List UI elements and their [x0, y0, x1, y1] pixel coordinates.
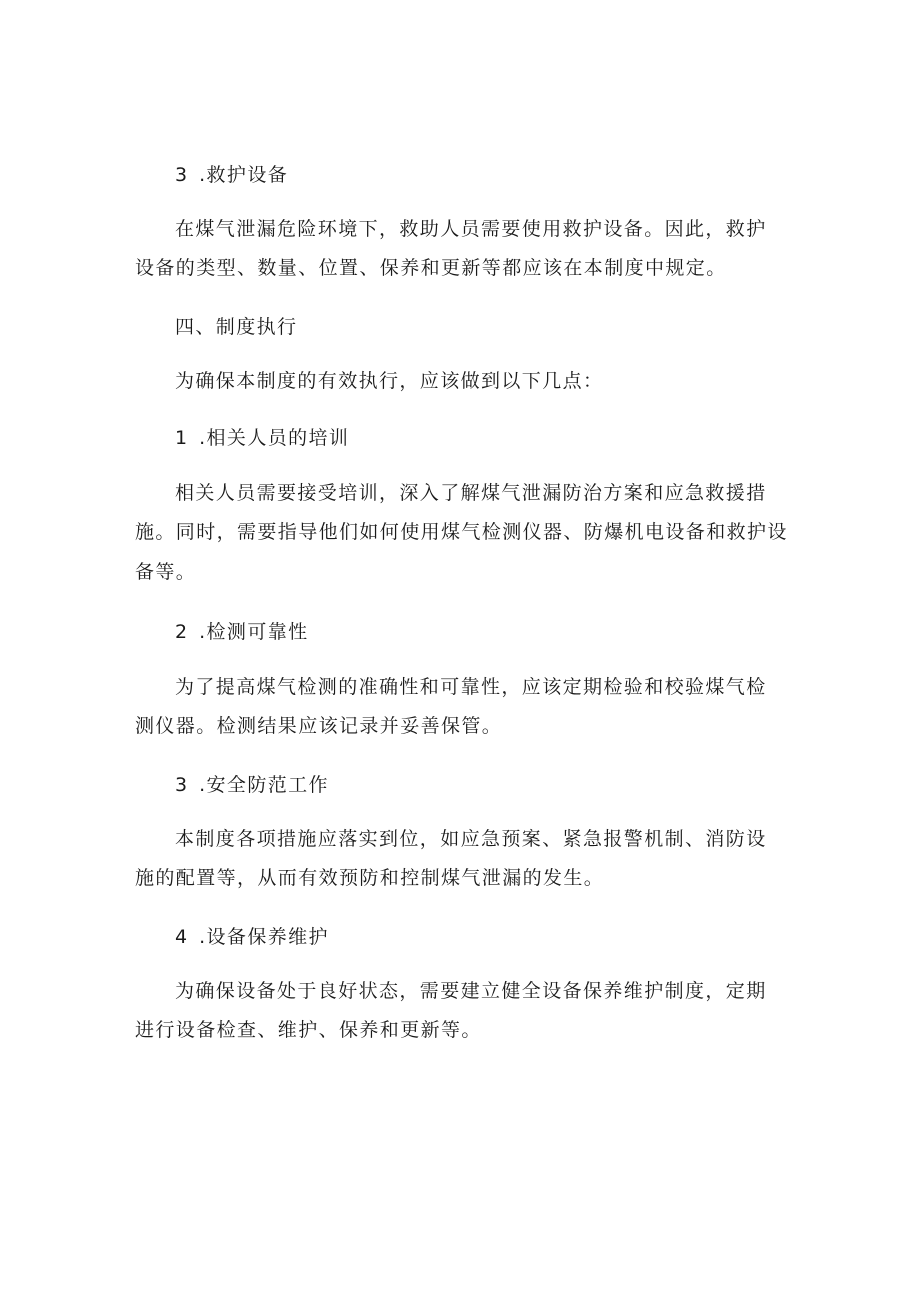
paragraph-detection-line-1: 为了提高煤气检测的准确性和可靠性，应该定期检验和校验煤气检 — [175, 676, 767, 698]
section-number: 2 — [175, 621, 188, 643]
section-title: .救护设备 — [199, 164, 289, 186]
paragraph-training-line-2: 施。同时，需要指导他们如何使用煤气检测仪器、防爆机电设备和救护设 — [135, 521, 788, 543]
paragraph-safety-line-1: 本制度各项措施应落实到位，如应急预案、紧急报警机制、消防设 — [175, 828, 767, 850]
paragraph-detection-line-2: 测仪器。检测结果应该记录并妥善保管。 — [135, 715, 503, 737]
section-heading-training — [175, 426, 349, 450]
section-number: 3 — [175, 774, 188, 796]
section-title: .安全防范工作 — [199, 774, 329, 796]
paragraph-intro: 为确保本制度的有效执行，应该做到以下几点： — [175, 370, 604, 392]
paragraph-maintenance-line-2: 进行设备检查、维护、保养和更新等。 — [135, 1019, 482, 1041]
section-number: 1 — [175, 427, 188, 449]
section-title: .检测可靠性 — [199, 621, 309, 643]
paragraph-rescue-line-2: 设备的类型、数量、位置、保养和更新等都应该在本制度中规定。 — [135, 257, 727, 279]
paragraph-maintenance-line-1: 为确保设备处于良好状态，需要建立健全设备保养维护制度，定期 — [175, 980, 767, 1002]
paragraph-rescue-line-1: 在煤气泄漏危险环境下，救助人员需要使用救护设备。因此，救护 — [175, 218, 767, 240]
section-heading-rescue-equipment — [175, 163, 288, 187]
section-heading-detection — [175, 620, 309, 644]
section-title: .设备保养维护 — [199, 926, 329, 948]
section-heading-maintenance — [175, 925, 329, 949]
section-heading-safety — [175, 773, 329, 797]
paragraph-training-line-1: 相关人员需要接受培训，深入了解煤气泄漏防治方案和应急救援措 — [175, 482, 767, 504]
section-number: 4 — [175, 926, 188, 948]
paragraph-safety-line-2: 施的配置等，从而有效预防和控制煤气泄漏的发生。 — [135, 867, 605, 889]
paragraph-training-line-3: 备等。 — [135, 561, 197, 583]
section-number: 3 — [175, 164, 188, 186]
chapter-heading-system-execution: 四、制度执行 — [175, 316, 298, 338]
section-title: .相关人员的培训 — [199, 427, 350, 449]
